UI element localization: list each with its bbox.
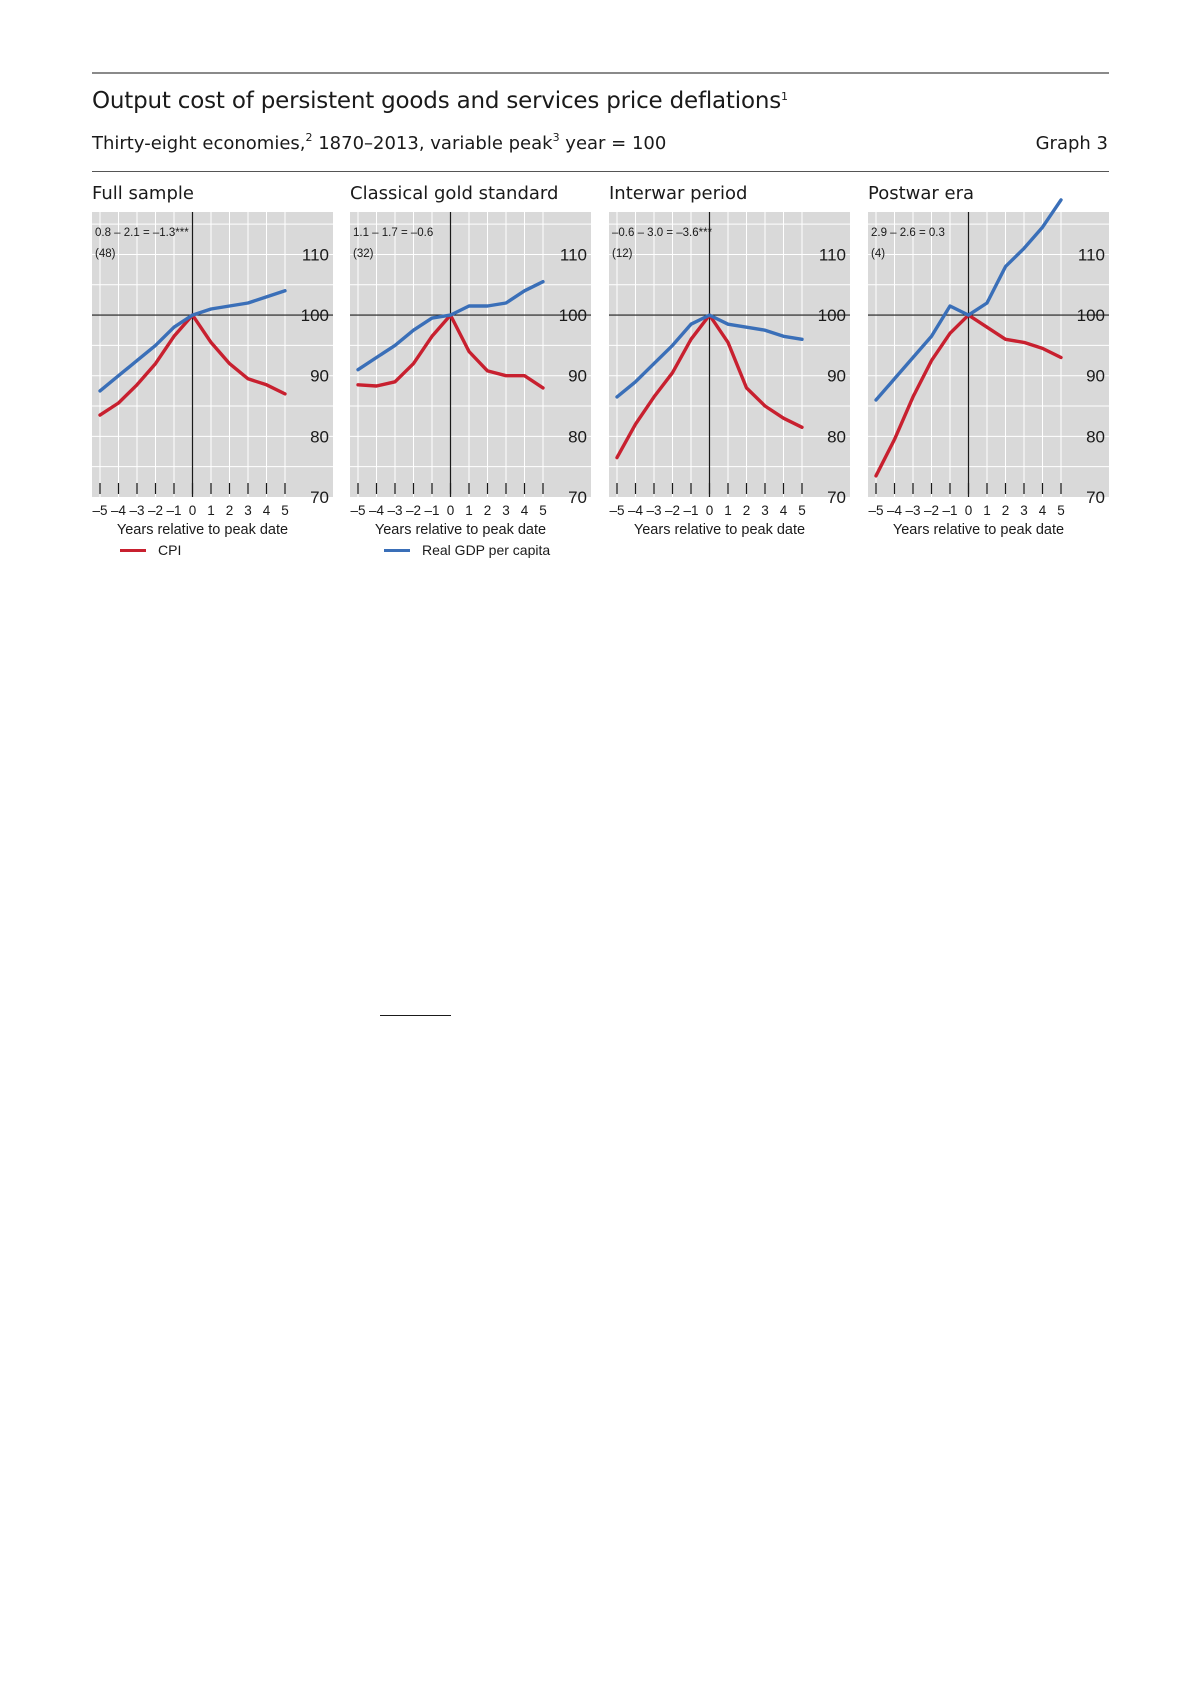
x-tick-label: 5 <box>539 503 547 518</box>
x-tick-label: 4 <box>262 503 271 518</box>
sample-count: (32) <box>353 248 374 260</box>
y-tick-label: 70 <box>310 488 329 507</box>
x-tick-label: –2 <box>147 503 164 518</box>
page-subtitle: Thirty-eight economies,$^2$ 1870–2013, variable peak$^3$ year = 100 <box>92 131 667 154</box>
legend-cpi <box>120 542 181 558</box>
x-tick-label: –2 <box>923 503 940 518</box>
x-tick-label: –5 <box>92 503 108 518</box>
x-tick-label: –4 <box>368 503 385 518</box>
x-tick-label: 3 <box>1020 503 1028 518</box>
y-tick-label: 90 <box>827 366 846 386</box>
x-tick-label: –2 <box>664 503 681 518</box>
x-tick-label: –4 <box>627 503 644 518</box>
x-tick-label: 0 <box>188 503 197 518</box>
sample-count: (4) <box>871 248 886 260</box>
x-tick-label: 0 <box>705 503 714 518</box>
y-tick-label: 110 <box>1077 245 1105 265</box>
x-tick-label: 5 <box>798 503 806 518</box>
x-tick-label: 1 <box>207 503 215 518</box>
x-tick-label: 4 <box>779 503 788 518</box>
charts-area <box>0 0 1190 620</box>
x-tick-label: –1 <box>942 503 958 518</box>
x-tick-label: 0 <box>446 503 455 518</box>
footnote-marker: 3 <box>552 131 560 144</box>
x-tick-label: 2 <box>483 503 492 518</box>
sample-count: (12) <box>612 248 633 260</box>
y-tick-label: 90 <box>310 366 329 386</box>
sample-count: (48) <box>95 248 116 260</box>
y-tick-label: 90 <box>568 366 587 386</box>
legend-gdp <box>384 542 550 558</box>
footnote-marker: 2 <box>305 131 313 144</box>
x-tick-label: 3 <box>502 503 510 518</box>
x-tick-label: –3 <box>129 503 145 518</box>
y-tick-label: 70 <box>1086 488 1105 507</box>
x-tick-label: 4 <box>520 503 529 518</box>
x-tick-label: –3 <box>905 503 921 518</box>
x-tick-label: –1 <box>166 503 182 518</box>
stat-annotation: –0.6 – 3.0 = –3.6*** <box>612 227 713 239</box>
x-tick-label: –1 <box>683 503 699 518</box>
y-tick-label: 80 <box>827 427 846 447</box>
x-tick-label: 2 <box>1001 503 1010 518</box>
panel-title-interwar: Interwar period <box>609 183 748 204</box>
x-tick-label: –4 <box>110 503 127 518</box>
x-tick-label: 2 <box>742 503 751 518</box>
text-divider <box>380 1015 451 1016</box>
y-tick-label: 100 <box>817 306 846 326</box>
y-tick-label: 70 <box>827 488 846 507</box>
x-tick-label: 4 <box>1038 503 1047 518</box>
y-tick-label: 80 <box>310 427 329 447</box>
y-tick-label: 110 <box>559 245 587 265</box>
y-tick-label: 70 <box>568 488 587 507</box>
footnote-marker: 1 <box>780 90 788 103</box>
x-tick-label: 2 <box>225 503 234 518</box>
x-tick-label: –3 <box>387 503 403 518</box>
x-tick-label: –5 <box>350 503 366 518</box>
x-tick-label: 3 <box>761 503 769 518</box>
panel-title-gold-standard: Classical gold standard <box>350 183 559 204</box>
x-tick-label: –5 <box>609 503 625 518</box>
legend-label-gdp: Real GDP per capita <box>422 542 551 558</box>
x-axis-label: Years relative to peak date <box>633 522 806 538</box>
x-tick-label: 1 <box>724 503 732 518</box>
x-tick-label: 1 <box>983 503 991 518</box>
x-tick-label: 5 <box>281 503 289 518</box>
y-tick-label: 80 <box>568 427 587 447</box>
x-tick-label: –5 <box>868 503 884 518</box>
x-tick-label: –1 <box>424 503 440 518</box>
x-tick-label: –2 <box>405 503 422 518</box>
stat-annotation: 2.9 – 2.6 = 0.3 <box>871 227 945 239</box>
stat-annotation: 1.1 – 1.7 = –0.6 <box>353 227 434 239</box>
y-tick-label: 100 <box>558 306 587 326</box>
y-tick-label: 100 <box>1076 306 1105 326</box>
x-tick-label: 0 <box>964 503 973 518</box>
legend-label-cpi: CPI <box>158 542 182 558</box>
legend-swatch-cpi <box>120 549 146 552</box>
x-tick-label: –4 <box>886 503 903 518</box>
y-tick-label: 110 <box>818 245 846 265</box>
y-tick-label: 100 <box>300 306 329 326</box>
x-axis-label: Years relative to peak date <box>892 522 1065 538</box>
x-axis-label: Years relative to peak date <box>374 522 547 538</box>
panel-title-postwar: Postwar era <box>868 183 975 204</box>
page-title: Output cost of persistent goods and services price deflations$^1$ <box>92 88 788 114</box>
x-tick-label: 3 <box>244 503 252 518</box>
y-tick-label: 90 <box>1086 366 1105 386</box>
legend-swatch-gdp <box>384 549 410 552</box>
y-tick-label: 110 <box>301 245 329 265</box>
x-tick-label: –3 <box>646 503 662 518</box>
y-tick-label: 80 <box>1086 427 1105 447</box>
x-tick-label: 5 <box>1057 503 1065 518</box>
x-axis-label: Years relative to peak date <box>116 522 289 538</box>
panel-title-full-sample: Full sample <box>92 183 194 204</box>
stat-annotation: 0.8 – 2.1 = –1.3*** <box>95 227 189 239</box>
graph-number: Graph 3 <box>1035 133 1108 154</box>
x-tick-label: 1 <box>465 503 473 518</box>
